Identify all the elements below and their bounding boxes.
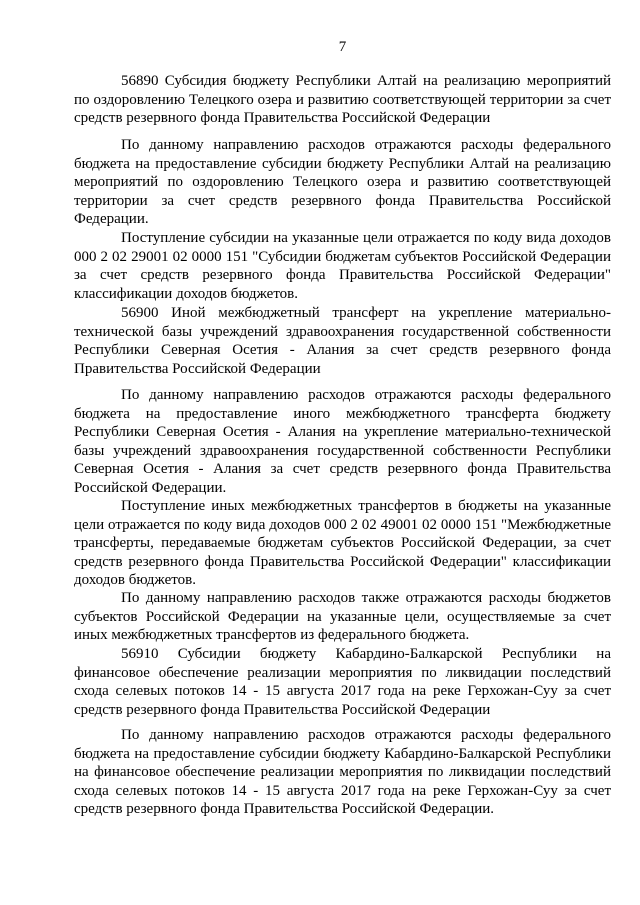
paragraph: По данному направлению расходов отражаются расходы федерального бюджета на предоставление субсидии бюджету Республики Алтай на реализацию мероприятий по оздоровлению Телецкого озера и развитию соответствующей территории за счет средств резервного фонда Правительства Российской Федерации. — [74, 137, 611, 227]
page-number: 7 — [338, 39, 347, 55]
section-heading-56910: 56910 Субсидии бюджету Кабардино-Балкарской Республики на финансовое обеспечение реализации мероприятия по ликвидации последствий схода селевых потоков 14 - 15 августа 2017 года на реке Герхожан-Суу за счет средств резервного фонда Правительства Российской Федерации — [74, 646, 611, 718]
paragraph: По данному направлению расходов отражаются расходы федерального бюджета на предоставление иного межбюджетного трансферта бюджету Республики Северная Осетия - Алания на укрепление материально-технической базы учреждений здравоохранения государственной собственности Республики Северная Осетия - Алания за счет средств резервного фонда Правительства Российской Федерации. — [74, 387, 611, 496]
paragraph: По данному направлению расходов также отражаются расходы бюджетов субъектов Российской Федерации на указанные цели, осуществляемые за счет иных межбюджетных трансфертов из федерального бюджета. — [74, 590, 611, 643]
paragraph: По данному направлению расходов отражаются расходы федерального бюджета на предоставление субсидии бюджету Кабардино-Балкарской Республики на финансовое обеспечение реализации мероприятия по ликвидации последствий схода селевых потоков 14 - 15 августа 2017 года на реке Герхожан-Суу за счет средств резервного фонда Правительства Российской Федерации. — [74, 727, 611, 817]
section-heading-56890: 56890 Субсидия бюджету Республики Алтай на реализацию мероприятий по оздоровлению Телецкого озера и развитию соответствующей территории за счет средств резервного фонда Правительства Российской Федерации — [74, 73, 611, 126]
section-heading-56900: 56900 Иной межбюджетный трансферт на укрепление материально-технической базы учреждений здравоохранения государственной собственности Республики Северная Осетия - Алания за счет средств резервного фонда Правительства Российской Федерации — [74, 305, 611, 377]
paragraph: Поступление иных межбюджетных трансфертов в бюджеты на указанные цели отражается по коду вида доходов 000 2 02 49001 02 0000 151 "Межбюджетные трансферты, передаваемые бюджетам субъектов Российской Федерации, за счет средств резервного фонда Правительства Российской Федерации" классификации доходов бюджетов. — [74, 498, 611, 588]
paragraph: Поступление субсидии на указанные цели отражается по коду вида доходов 000 2 02 29001 02 0000 151 "Субсидии бюджетам субъектов Российской Федерации за счет средств резервного фонда Правительства Российской Федерации" классификации доходов бюджетов. — [74, 230, 611, 302]
